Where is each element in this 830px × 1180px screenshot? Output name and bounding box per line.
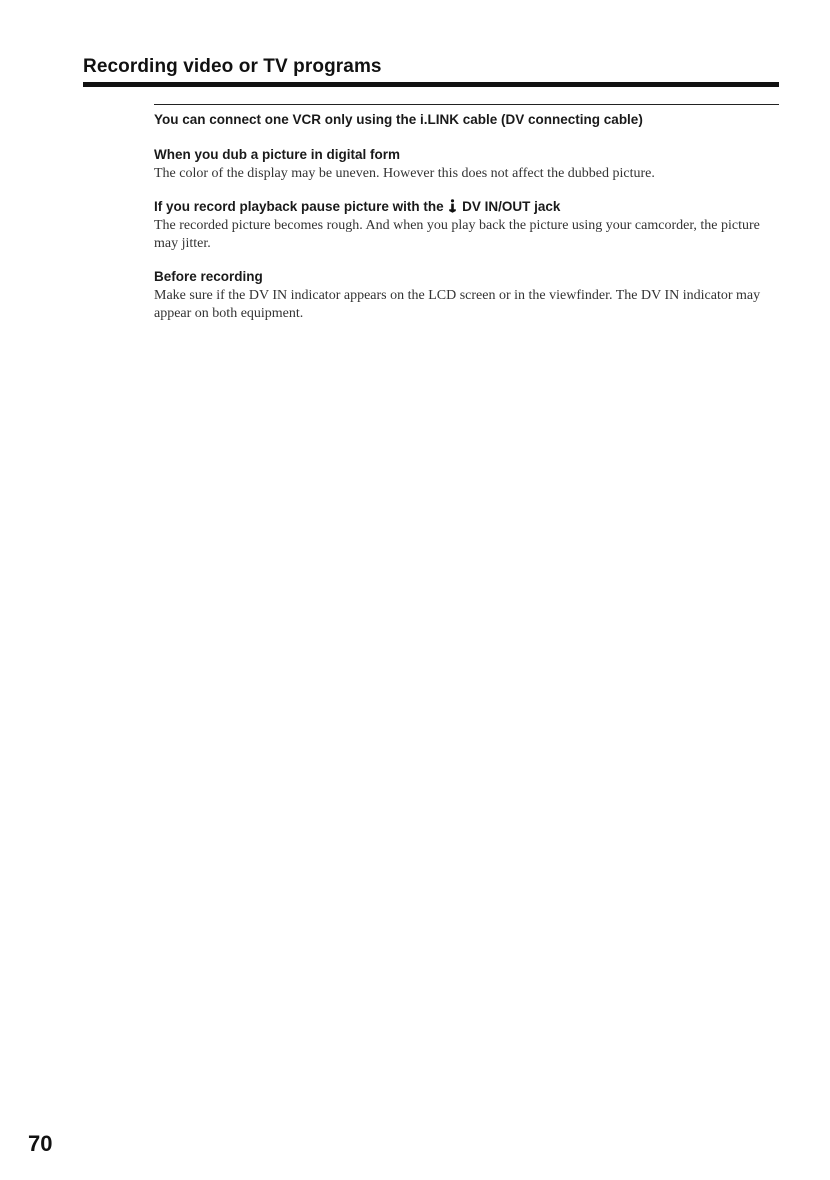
- section-heading: [154, 198, 779, 216]
- page-number: 70: [28, 1131, 53, 1156]
- heading-text-after-icon: DV IN/OUT jack: [462, 199, 561, 214]
- section-body: The recorded picture becomes rough. And when you play back the picture using your camcorder, the picture may jitter.: [154, 218, 760, 251]
- intro-heading: You can connect one VCR only using the i.LINK cable (DV connecting cable): [154, 112, 643, 127]
- section-playback-pause: [154, 198, 779, 253]
- section-dub-digital: [154, 146, 779, 183]
- content-top-rule: [154, 104, 779, 105]
- section-heading: When you dub a picture in digital form: [154, 147, 400, 162]
- content: [154, 104, 779, 338]
- section-body: The color of the display may be uneven. However this does not affect the dubbed picture.: [154, 166, 655, 181]
- heading-text-before-icon: If you record playback pause picture with the: [154, 199, 444, 214]
- section-body: Make sure if the DV IN indicator appears on the LCD screen or in the viewfinder. The DV IN indicator may appear on both equipment.: [154, 288, 761, 321]
- section-heading: Before recording: [154, 269, 263, 284]
- header-rule: [83, 82, 779, 87]
- section-before-recording: [154, 268, 779, 323]
- section-title: Recording video or TV programs: [83, 56, 382, 77]
- page-header: [83, 56, 779, 87]
- i-link-icon: [448, 199, 457, 213]
